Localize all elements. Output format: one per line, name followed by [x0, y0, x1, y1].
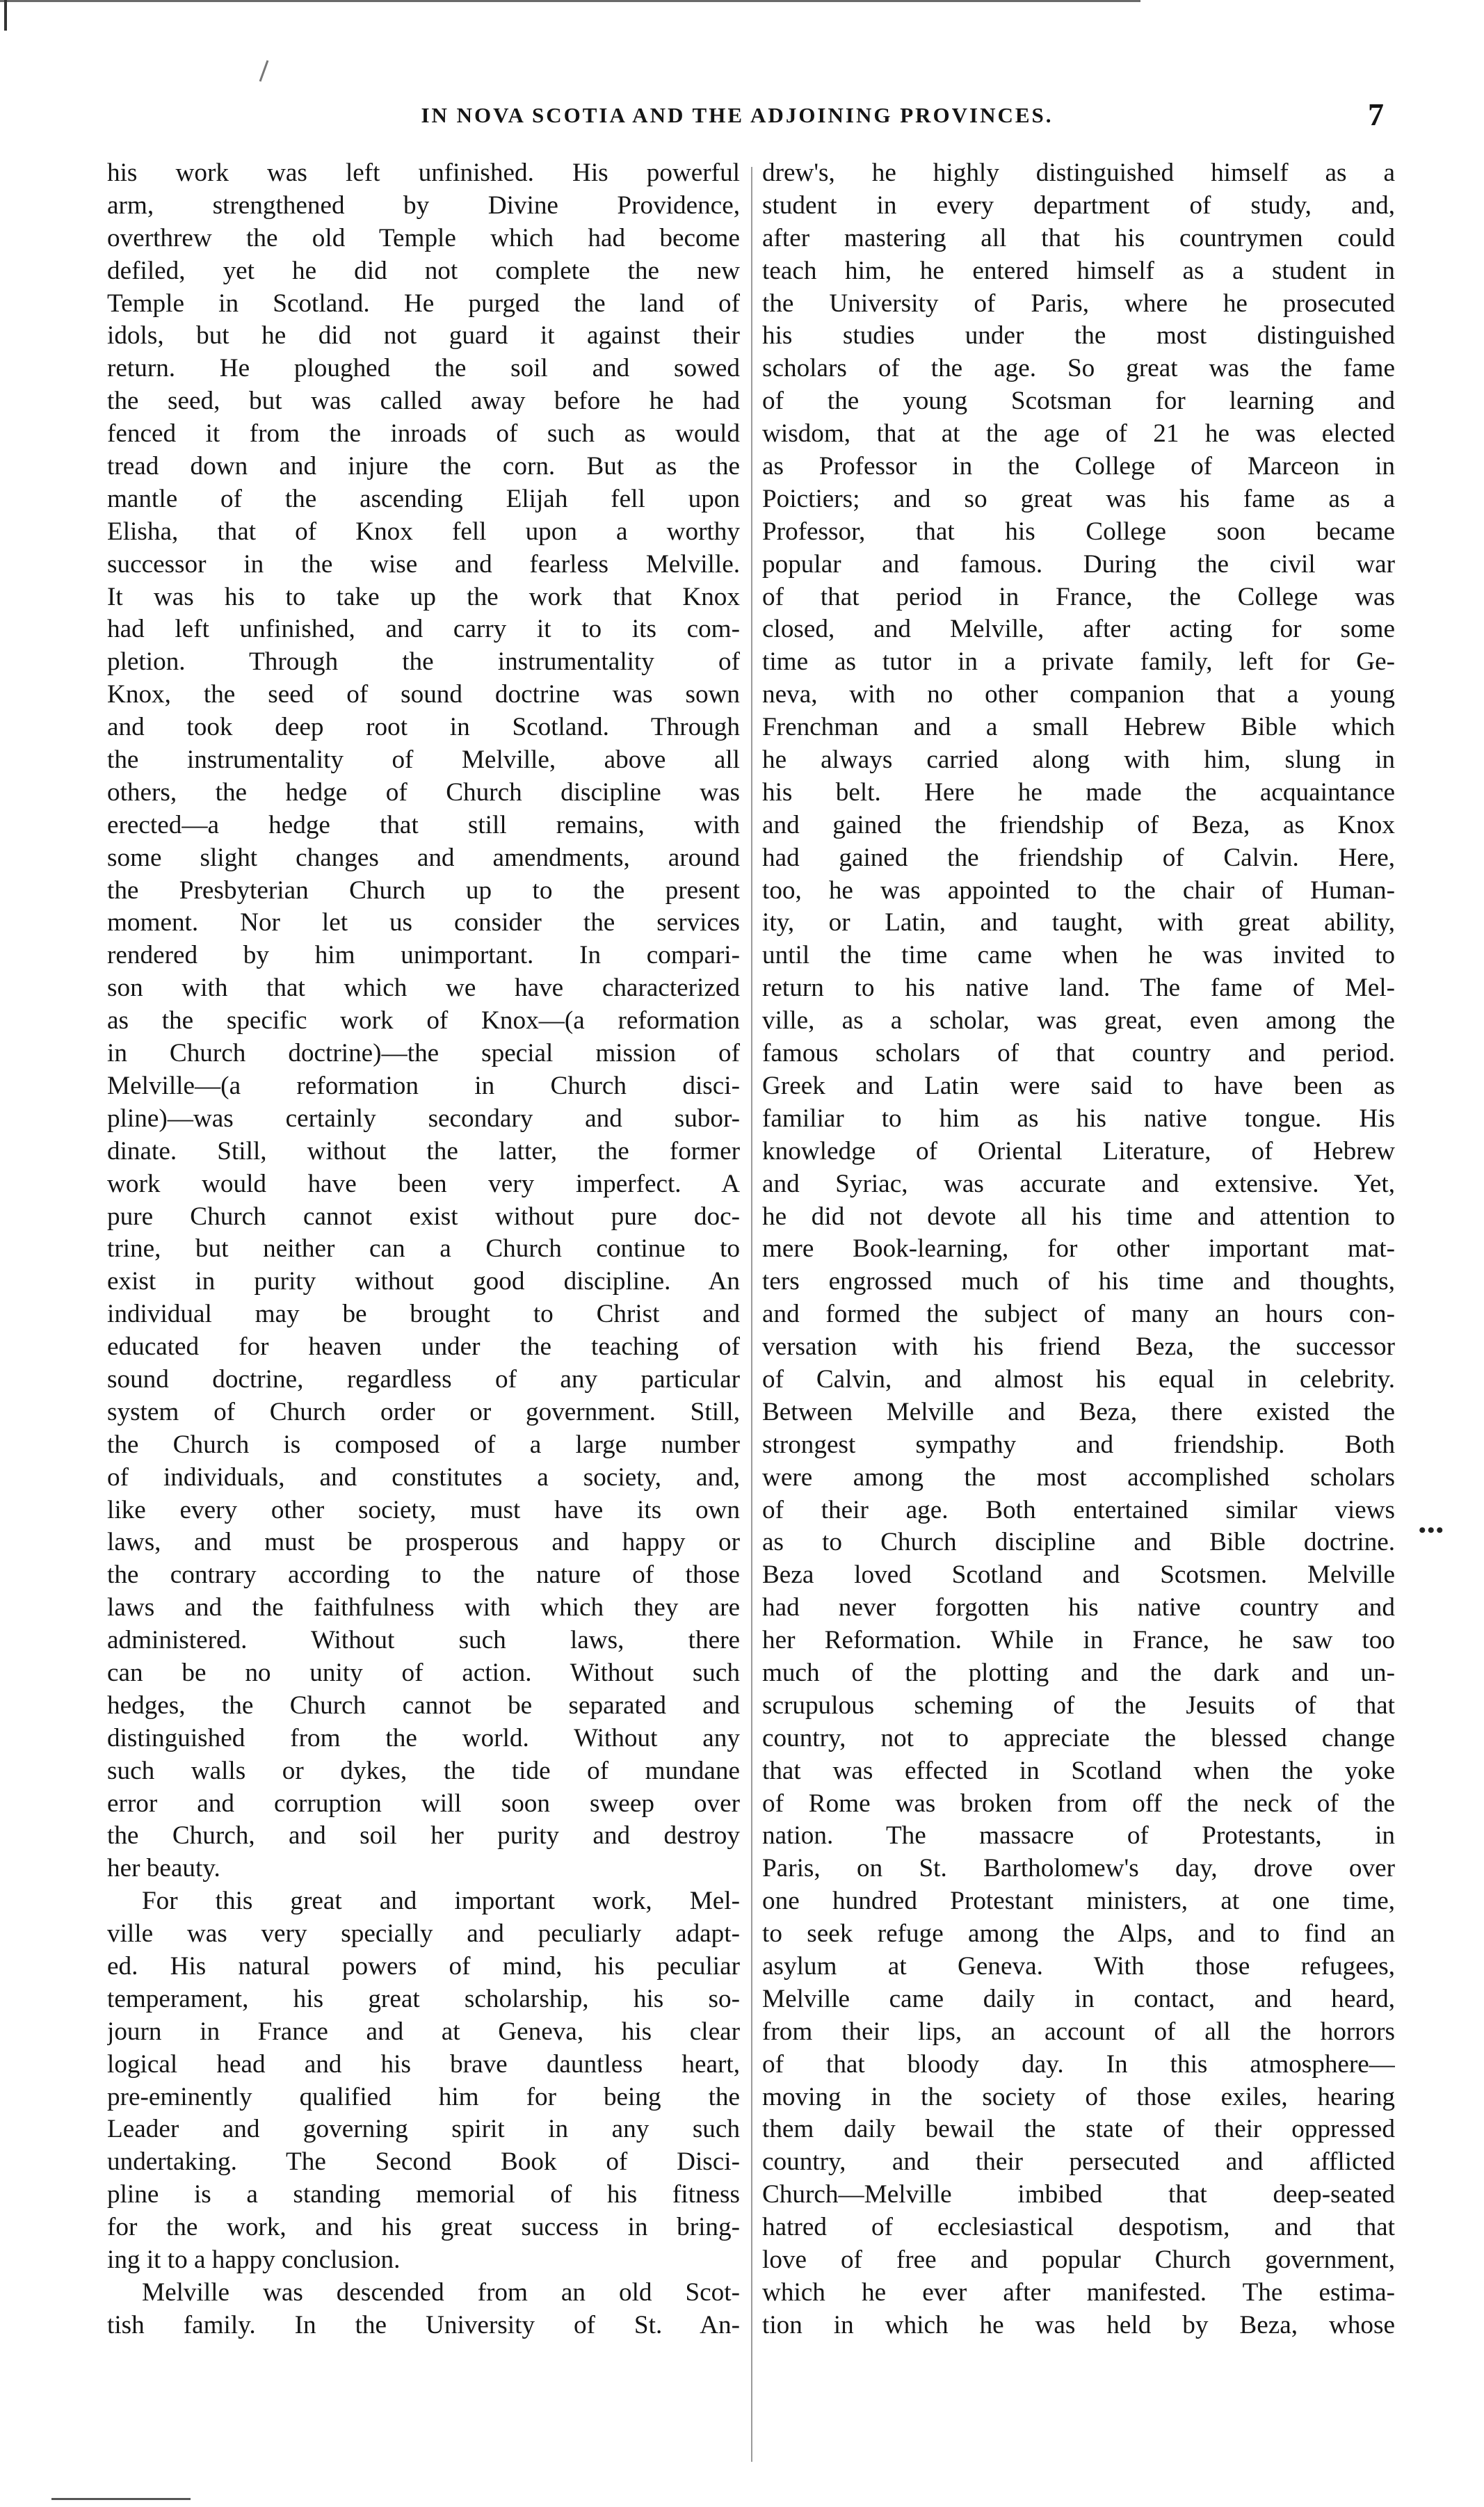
text-line: of Rome was broken from off the neck of the: [762, 1789, 1395, 1818]
text-line: Frenchman and a small Hebrew Bible which: [762, 713, 1395, 742]
text-line: he did not devote all his time and attention to: [762, 1202, 1395, 1231]
text-line: in Church doctrine)—the special mission of: [107, 1039, 740, 1068]
text-line: the Church, and soil her purity and destroy: [107, 1821, 740, 1851]
text-line: overthrew the old Temple which had become: [107, 223, 740, 252]
text-line: scrupulous scheming of the Jesuits of that: [762, 1691, 1395, 1720]
text-line: temperament, his great scholarship, his so-: [107, 1984, 740, 2013]
text-line: exist in purity without good discipline. An: [107, 1267, 740, 1296]
text-line: until the time came when he was invited to: [762, 941, 1395, 970]
text-line: administered. Without such laws, there: [107, 1626, 740, 1655]
text-line: of that period in France, the College was: [762, 582, 1395, 611]
text-line: neva, with no other companion that a young: [762, 680, 1395, 709]
text-line: that was effected in Scotland when the yoke: [762, 1756, 1395, 1785]
text-line: strongest sympathy and friendship. Both: [762, 1430, 1395, 1459]
text-line: Temple in Scotland. He purged the land of: [107, 289, 740, 318]
scan-corner-mark: [4, 0, 7, 31]
text-line: time as tutor in a private family, left for Ge-: [762, 647, 1395, 677]
text-line: Greek and Latin were said to have been as: [762, 1071, 1395, 1100]
text-line: her Reformation. While in France, he saw too: [762, 1626, 1395, 1655]
text-line: ity, or Latin, and taught, with great ability,: [762, 908, 1395, 937]
text-line: too, he was appointed to the chair of Human-: [762, 876, 1395, 905]
text-line: tish family. In the University of St. An-: [107, 2310, 740, 2339]
text-line: teach him, he entered himself as a student in: [762, 256, 1395, 285]
text-line: mere Book-learning, for other important mat-: [762, 1234, 1395, 1264]
text-line: asylum at Geneva. With those refugees,: [762, 1951, 1395, 1981]
text-line: wisdom, that at the age of 21 he was elected: [762, 419, 1395, 449]
text-line: Professor, that his College soon became: [762, 517, 1395, 546]
text-line: individual may be brought to Christ and: [107, 1300, 740, 1329]
text-line: moving in the society of those exiles, hearing: [762, 2082, 1395, 2111]
text-line: versation with his friend Beza, the successor: [762, 1332, 1395, 1362]
text-line: ville was very specially and peculiarly adapt-: [107, 1919, 740, 1949]
text-line: one hundred Protestant ministers, at one time,: [762, 1887, 1395, 1916]
text-line: Poictiers; and so great was his fame as a: [762, 484, 1395, 513]
text-line: them daily bewail the state of their oppressed: [762, 2115, 1395, 2144]
text-line: like every other society, must have its own: [107, 1495, 740, 1524]
text-line: of their age. Both entertained similar views: [762, 1495, 1395, 1524]
text-line: closed, and Melville, after acting for some: [762, 615, 1395, 644]
text-line: of the young Scotsman for learning and: [762, 387, 1395, 416]
text-line: educated for heaven under the teaching of: [107, 1332, 740, 1362]
text-line: Paris, on St. Bartholomew's day, drove over: [762, 1854, 1395, 1883]
text-line: dinate. Still, without the latter, the former: [107, 1136, 740, 1166]
text-line: others, the hedge of Church discipline was: [107, 777, 740, 807]
text-line: the Church is composed of a large number: [107, 1430, 740, 1459]
text-line: as to Church discipline and Bible doctrine.: [762, 1528, 1395, 1557]
text-line: knowledge of Oriental Literature, of Hebrew: [762, 1136, 1395, 1166]
left-column: [107, 157, 740, 2342]
text-line: sound doctrine, regardless of any particular: [107, 1364, 740, 1394]
text-line: rendered by him unimportant. In compari-: [107, 941, 740, 970]
text-line: For this great and important work, Mel-: [142, 1887, 740, 1916]
text-line: nation. The massacre of Protestants, in: [762, 1821, 1395, 1851]
text-line: his work was left unfinished. His powerful: [107, 159, 740, 187]
text-line: after mastering all that his countrymen could: [762, 223, 1395, 252]
text-line: It was his to take up the work that Knox: [107, 582, 740, 611]
text-line: and took deep root in Scotland. Through: [107, 713, 740, 742]
text-line: fenced it from the inroads of such as would: [107, 419, 740, 449]
text-line: undertaking. The Second Book of Disci-: [107, 2147, 740, 2177]
text-line: much of the plotting and the dark and un-: [762, 1658, 1395, 1687]
scan-edge-mark: [0, 0, 1140, 6]
text-line: his studies under the most distinguished: [762, 321, 1395, 350]
text-line: Beza loved Scotland and Scotsmen. Melville: [762, 1561, 1395, 1590]
text-line: the instrumentality of Melville, above all: [107, 745, 740, 775]
text-line: he always carried along with him, slung in: [762, 745, 1395, 775]
pencil-mark: [259, 60, 269, 81]
text-line: from their lips, an account of all the horrors: [762, 2017, 1395, 2046]
text-line: as the specific work of Knox—(a reformation: [107, 1006, 740, 1035]
text-line: tion in which he was held by Beza, whose: [762, 2310, 1395, 2339]
text-line: pline is a standing memorial of his fitness: [107, 2180, 740, 2209]
text-line: such walls or dykes, the tide of mundane: [107, 1756, 740, 1785]
margin-mark: •••: [1419, 1519, 1445, 1542]
text-line: and formed the subject of many an hours con-: [762, 1300, 1395, 1329]
running-head: IN NOVA SCOTIA AND THE ADJOINING PROVINCES.: [421, 103, 1054, 127]
text-line: Melville—(a reformation in Church disci-: [107, 1071, 740, 1100]
text-line: had left unfinished, and carry it to its com-: [107, 615, 740, 644]
text-line: hatred of ecclesiastical despotism, and that: [762, 2213, 1395, 2242]
text-line: journ in France and at Geneva, his clear: [107, 2017, 740, 2046]
text-line: as Professor in the College of Marceon in: [762, 452, 1395, 481]
text-line: his belt. Here he made the acquaintance: [762, 777, 1395, 807]
text-line: tread down and injure the corn. But as the: [107, 452, 740, 481]
text-line: pline)—was certainly secondary and subor-: [107, 1104, 740, 1133]
text-line: the University of Paris, where he prosecuted: [762, 289, 1395, 318]
text-line: of individuals, and constitutes a society, and,: [107, 1462, 740, 1492]
text-line: moment. Nor let us consider the services: [107, 908, 740, 937]
text-line: idols, but he did not guard it against their: [107, 321, 740, 350]
text-line: ing it to a happy conclusion.: [107, 2246, 401, 2274]
text-line: hedges, the Church cannot be separated and: [107, 1691, 740, 1720]
text-line: return to his native land. The fame of Mel-: [762, 974, 1395, 1003]
text-line: of Calvin, and almost his equal in celebrity.: [762, 1364, 1395, 1394]
text-line: pre-eminently qualified him for being the: [107, 2082, 740, 2111]
text-line: famous scholars of that country and period.: [762, 1039, 1395, 1068]
text-line: distinguished from the world. Without any: [107, 1723, 740, 1752]
text-line: Between Melville and Beza, there existed the: [762, 1397, 1395, 1426]
text-line: error and corruption will soon sweep over: [107, 1789, 740, 1818]
text-line: familiar to him as his native tongue. His: [762, 1104, 1395, 1133]
text-line: mantle of the ascending Elijah fell upon: [107, 484, 740, 513]
text-line: scholars of the age. So great was the fame: [762, 354, 1395, 383]
text-line: had gained the friendship of Calvin. Here,: [762, 843, 1395, 872]
text-line: which he ever after manifested. The estima-: [762, 2278, 1395, 2307]
text-line: trine, but neither can a Church continue to: [107, 1234, 740, 1264]
text-line: pletion. Through the instrumentality of: [107, 647, 740, 677]
text-line: Melville came daily in contact, and heard,: [762, 1984, 1395, 2013]
text-line: to seek refuge among the Alps, and to find an: [762, 1919, 1395, 1949]
text-line: ville, as a scholar, was great, even among the: [762, 1006, 1395, 1035]
text-line: system of Church order or government. Still,: [107, 1397, 740, 1426]
text-line: ters engrossed much of his time and thoughts,: [762, 1267, 1395, 1296]
text-line: laws, and must be prosperous and happy or: [107, 1528, 740, 1557]
text-line: can be no unity of action. Without such: [107, 1658, 740, 1687]
text-line: defiled, yet he did not complete the new: [107, 256, 740, 285]
column-divider: [751, 167, 752, 2462]
text-line: for the work, and his great success in bring-: [107, 2213, 740, 2242]
text-line: country, not to appreciate the blessed change: [762, 1723, 1395, 1752]
text-line: Leader and governing spirit in any such: [107, 2115, 740, 2144]
text-line: some slight changes and amendments, around: [107, 843, 740, 872]
text-line: pure Church cannot exist without pure doc-: [107, 1202, 740, 1231]
text-line: successor in the wise and fearless Melville.: [107, 549, 740, 579]
text-line: of that bloody day. In this atmosphere—: [762, 2049, 1395, 2079]
text-line: were among the most accomplished scholars: [762, 1462, 1395, 1492]
text-line: had never forgotten his native country and: [762, 1593, 1395, 1622]
right-column: [762, 157, 1395, 2342]
text-line: love of free and popular Church government,: [762, 2246, 1395, 2274]
text-line: the seed, but was called away before he had: [107, 387, 740, 416]
text-line: the contrary according to the nature of those: [107, 1561, 740, 1590]
text-line: and gained the friendship of Beza, as Knox: [762, 810, 1395, 839]
text-line: her beauty.: [107, 1854, 220, 1883]
text-line: laws and the faithfulness with which they are: [107, 1593, 740, 1622]
text-line: the Presbyterian Church up to the present: [107, 876, 740, 905]
page-number: 7: [1368, 97, 1384, 132]
text-line: son with that which we have characterized: [107, 974, 740, 1003]
text-line: and Syriac, was accurate and extensive. Yet,: [762, 1169, 1395, 1198]
text-line: arm, strengthened by Divine Providence,: [107, 191, 740, 220]
text-line: erected—a hedge that still remains, with: [107, 810, 740, 839]
text-line: Church—Melville imbibed that deep-seated: [762, 2180, 1395, 2209]
text-line: ed. His natural powers of mind, his peculiar: [107, 1951, 740, 1981]
scan-bottom-mark: [51, 2498, 191, 2500]
text-line: country, and their persecuted and afflicted: [762, 2147, 1395, 2177]
text-line: popular and famous. During the civil war: [762, 549, 1395, 579]
text-line: Knox, the seed of sound doctrine was sown: [107, 680, 740, 709]
text-line: student in every department of study, and,: [762, 191, 1395, 220]
text-line: Elisha, that of Knox fell upon a worthy: [107, 517, 740, 546]
text-line: drew's, he highly distinguished himself as a: [762, 159, 1395, 187]
text-line: Melville was descended from an old Scot-: [142, 2278, 740, 2307]
text-line: work would have been very imperfect. A: [107, 1169, 740, 1198]
text-line: return. He ploughed the soil and sowed: [107, 354, 740, 383]
text-line: logical head and his brave dauntless heart,: [107, 2049, 740, 2079]
